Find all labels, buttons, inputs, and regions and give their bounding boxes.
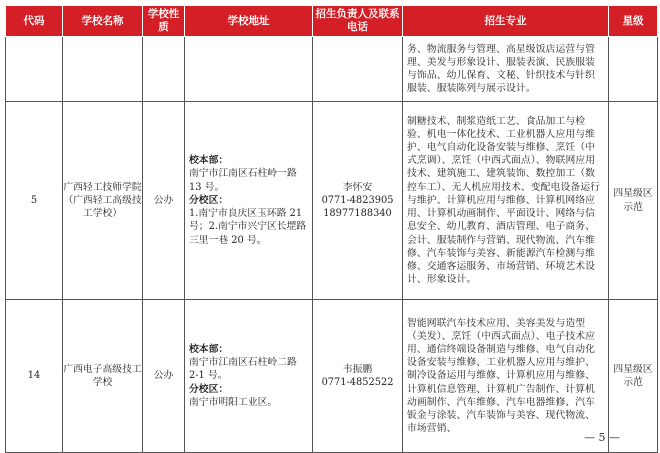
contact-phone: 0771-4823905	[321, 194, 394, 206]
cell-code: 14	[6, 300, 63, 453]
cell-star	[609, 37, 658, 102]
table-header-row	[6, 6, 658, 37]
branch-campus-label: 分校区：	[189, 194, 229, 206]
cell-school-name: 广西轻工技师学院（广西轻工高级技工学校）	[63, 102, 143, 300]
cell-star: 四星级区示范	[609, 102, 658, 300]
cell-address	[185, 300, 313, 453]
cell-majors: 制糖技术、制浆造纸工艺、食品加工与检验、机电一体化技术、工业机器人应用与维护、电气自动化设备安装与维修、烹饪（中式烹调）、烹饪（中西式面点）、物联网应用技术、建筑施工、建筑装饰、数控加工（数控车工）、无人机应用技术、变配电设备运行与维护、计算机应用与维修、计算机网络应用、计算机动画制作、平面设计、网络与信息安全、幼儿教育、酒店管理、电子商务、会计、服装制作与营销、现代物流、汽车维修、汽车装饰与美容、新能源汽车检测与维修、交通客运服务、市场营销、环境艺术设计、形象设计。	[403, 102, 609, 300]
cell-address	[185, 102, 313, 300]
cell-contact	[313, 37, 403, 102]
branch-campus-address: 1.南宁市良庆区玉环路 21 号；2.南宁市兴宁区长堽路三里一巷 20 号。	[189, 208, 307, 246]
header-school-nature: 学校性质	[143, 6, 185, 37]
branch-campus-address: 南宁市明阳工业区。	[189, 396, 278, 408]
table-row	[6, 300, 658, 453]
school-admissions-table	[5, 5, 658, 453]
cell-majors: 智能网联汽车技术应用、美容美发与造型（美发）、烹饪（中西式面点）、电子技术应用、通信终端设备制造与维修、电气自动化设备安装与维修、工业机器人应用与维护、制冷设备运用与维修、计算机应用与维修、计算机信息管理、计算机广告制作、计算机动画制作、汽车维修、汽车电器维修、汽车钣金与涂装、汽车装饰与美容、现代物流、市场营销、	[403, 300, 609, 453]
cell-nature: 公办	[143, 102, 185, 300]
cell-star: 四星级区示范	[609, 300, 658, 453]
main-campus-label: 校本部：	[189, 155, 229, 167]
header-school-address: 学校地址	[185, 6, 313, 37]
cell-code: 5	[6, 102, 63, 300]
header-star: 星级	[609, 6, 658, 37]
table-row	[6, 102, 658, 300]
cell-school-name: 广西电子高级技工学校	[63, 300, 143, 453]
header-majors: 招生专业	[403, 6, 609, 37]
main-campus-address: 南宁市江南区石柱岭二路 2-1 号。	[189, 357, 297, 382]
cell-majors: 务、物流服务与管理、高星级饭店运营与管理、美发与形象设计、服装表演、民族服装与饰品、幼儿保育、文秘、针织技术与针织服装、服装陈列与展示设计。	[403, 37, 609, 102]
cell-nature: 公办	[143, 300, 185, 453]
header-contact: 招生负责人及联系电话	[313, 6, 403, 37]
contact-name: 李怀安	[342, 181, 373, 193]
cell-contact	[313, 300, 403, 453]
header-school-name: 学校名称	[63, 6, 143, 37]
cell-contact	[313, 102, 403, 300]
page-number: — 5 —	[584, 431, 620, 444]
contact-name: 韦振鹏	[342, 363, 373, 375]
table-row	[6, 37, 658, 102]
main-campus-label: 校本部：	[189, 343, 229, 355]
cell-nature	[143, 37, 185, 102]
main-campus-address: 南宁市江南区石柱岭一路 13 号。	[189, 168, 297, 193]
branch-campus-label: 分校区：	[189, 383, 229, 395]
cell-code	[6, 37, 63, 102]
contact-mobile: 18977188340	[323, 208, 392, 220]
contact-phone: 0771-4852522	[321, 377, 394, 388]
header-code: 代码	[6, 6, 63, 37]
cell-address	[185, 37, 313, 102]
cell-school-name	[63, 37, 143, 102]
